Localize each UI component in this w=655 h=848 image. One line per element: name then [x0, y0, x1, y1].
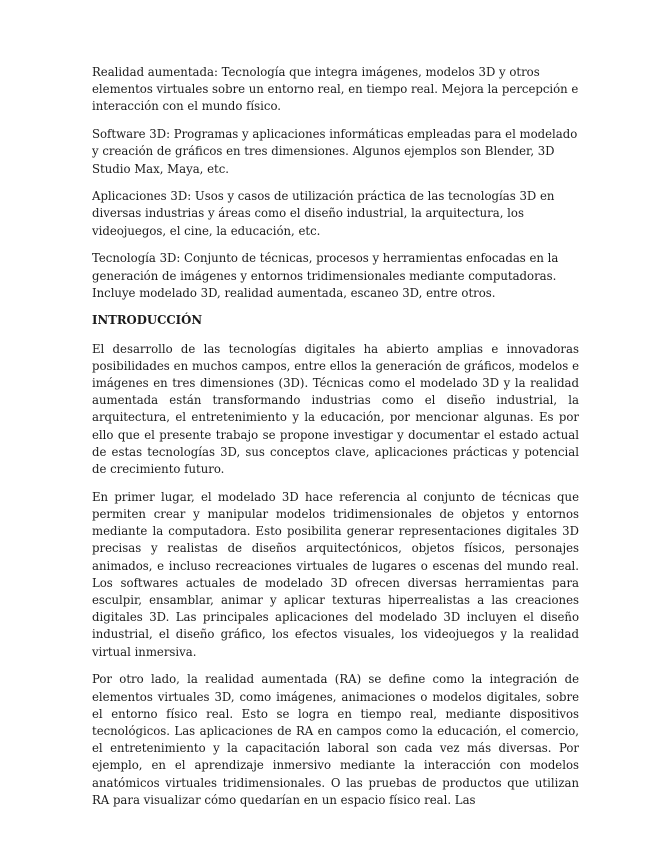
paragraph-intro-3: Por otro lado, la realidad aumentada (RA) se define como la integración de elementos virtuales 3D, como imágenes, animaciones o modelos digitales, sobre el entorno físico real. Esto se logra en tiempo real, mediante dispositivos tecnológicos. Las aplicaciones de RA en campos como la educación, el comercio, el entretenimiento y la capacitación laboral son cada vez más diversas. Por ejemplo, en el aprendizaje inmersivo mediante la interacción con modelos anatómicos virtuales tridimensionales. O las pruebas de productos que utilizan RA para visualizar cómo quedarían en un espacio físico real. Las — [92, 672, 579, 807]
definition-software-3d: Software 3D: Programas y aplicaciones informáticas empleadas para el modelado y creación de gráficos en tres dimensiones. Algunos ejemplos son Blender, 3D Studio Max, Maya, etc. — [92, 127, 578, 176]
paragraph-intro-1: El desarrollo de las tecnologías digitales ha abierto amplias e innovadoras posibilidades en muchos campos, entre ellos la generación de gráficos, modelos e imágenes en tres dimensiones (3D). Técnicas como el modelado 3D y la realidad aumentada están transformando industrias como el diseño industrial, la arquitectura, el entretenimiento y la educación, por mencionar algunas. Es por ello que el presente trabajo se propone investigar y documentar el estado actual de estas tecnologías 3D, sus conceptos clave, aplicaciones prácticas y potencial de crecimiento futuro. — [92, 341, 579, 477]
definition-tecnologia-3d: Tecnología 3D: Conjunto de técnicas, procesos y herramientas enfocadas en la generación de imágenes y entornos tridimensionales mediante computadoras. Incluye modelado 3D, realidad aumentada, escaneo 3D, entre otros. — [92, 251, 559, 300]
definition-aplicaciones-3d: Aplicaciones 3D: Usos y casos de utilización práctica de las tecnologías 3D en diversas industrias y áreas como el diseño industrial, la arquitectura, los videojuegos, el cine, la educación, etc. — [92, 189, 555, 238]
document-body — [92, 64, 579, 819]
section-heading-introduccion: INTRODUCCIÓN — [92, 313, 203, 328]
paragraph-intro-2: En primer lugar, el modelado 3D hace referencia al conjunto de técnicas que permiten crear y manipular modelos tridimensionales de objetos y entornos mediante la computadora. Esto posibilita generar representaciones digitales 3D precisas y realistas de diseños arquitectónicos, objetos físicos, personajes animados, e incluso recreaciones virtuales de lugares o escenas del mundo real. Los softwares actuales de modelado 3D ofrecen diversas herramientas para esculpir, ensamblar, animar y aplicar texturas hiperrealistas a las creaciones digitales 3D. Las principales aplicaciones del modelado 3D incluyen el diseño industrial, el diseño gráfico, los efectos visuales, los videojuegos y la realidad virtual inmersiva. — [92, 489, 579, 659]
definition-realidad-aumentada: Realidad aumentada: Tecnología que integra imágenes, modelos 3D y otros elementos virtuales sobre un entorno real, en tiempo real. Mejora la percepción e interacción con el mundo físico. — [92, 65, 579, 114]
